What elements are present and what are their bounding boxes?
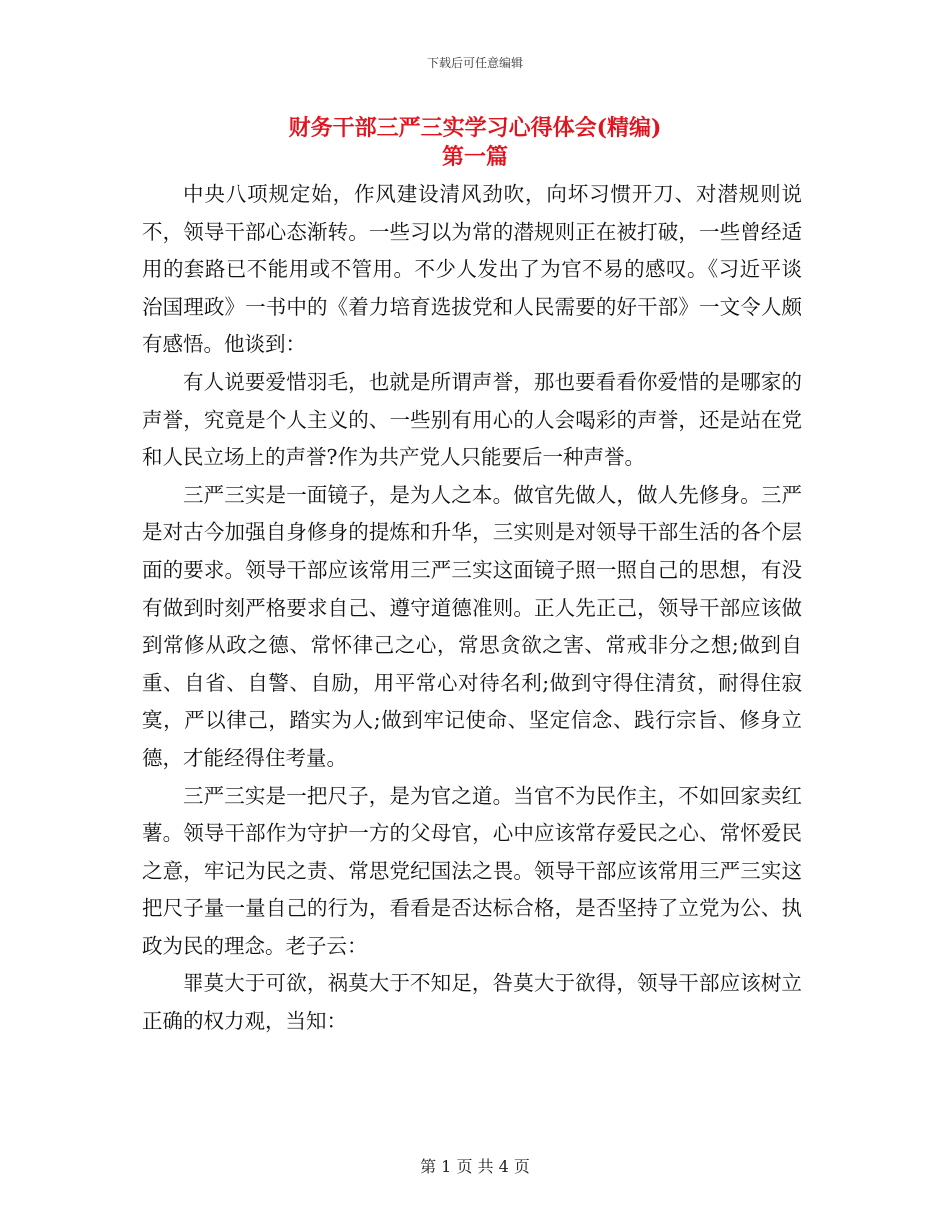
paragraph-5: 罪莫大于可欲，祸莫大于不知足，咎莫大于欲得，领导干部应该树立正确的权力观，当知： (142, 971, 802, 1034)
body-text (142, 176, 802, 1041)
document-subtitle: 第一篇 (441, 144, 508, 170)
paragraph-3: 三严三实是一面镜子，是为人之本。做官先做人，做人先修身。三严是对古今加强自身修身的提炼和升华，三实则是对领导干部生活的各个层面的要求。领导干部应该常用三严三实这面镜子照一照自己的思想，有没有做到时刻严格要求自己、遵守道德准则。正人先正己，领导干部应该做到常修从政之德、常怀律己之心，常思贪欲之害、常戒非分之想;做到自重、自省、自警、自励，用平常心对待名利;做到守得住清贫，耐得住寂寞，严以律己，踏实为人;做到牢记使命、坚定信念、践行宗旨、修身立德，才能经得住考量。 (142, 482, 802, 770)
header-note: 下载后可任意编辑 (426, 56, 523, 70)
paragraph-2: 有人说要爱惜羽毛，也就是所谓声誉，那也要看看你爱惜的是哪家的声誉，究竟是个人主义的、一些别有用心的人会喝彩的声誉，还是站在党和人民立场上的声誉?作为共产党人只能要后一种声誉。 (142, 369, 802, 470)
paragraph-1: 中央八项规定始，作风建设清风劲吹，向坏习惯开刀、对潜规则说不，领导干部心态渐转。一些习以为常的潜规则正在被打破，一些曾经适用的套路已不能用或不管用。不少人发出了为官不易的感叹。《习近平谈治国理政》一书中的《着力培育选拔党和人民需要的好干部》一文令人颇有感悟。他谈到： (142, 182, 802, 357)
document-title: 财务干部三严三实学习心得体会(精编) (288, 115, 662, 141)
page-footer: 第 1 页 共 4 页 (420, 1157, 530, 1176)
title-block (0, 114, 950, 172)
paragraph-4: 三严三实是一把尺子，是为官之道。当官不为民作主，不如回家卖红薯。领导干部作为守护一方的父母官，心中应该常存爱民之心、常怀爱民之意，牢记为民之责、常思党纪国法之畏。领导干部应该常用三严三实这把尺子量一量自己的行为，看看是否达标合格，是否坚持了立党为公、执政为民的理念。老子云： (142, 783, 802, 958)
